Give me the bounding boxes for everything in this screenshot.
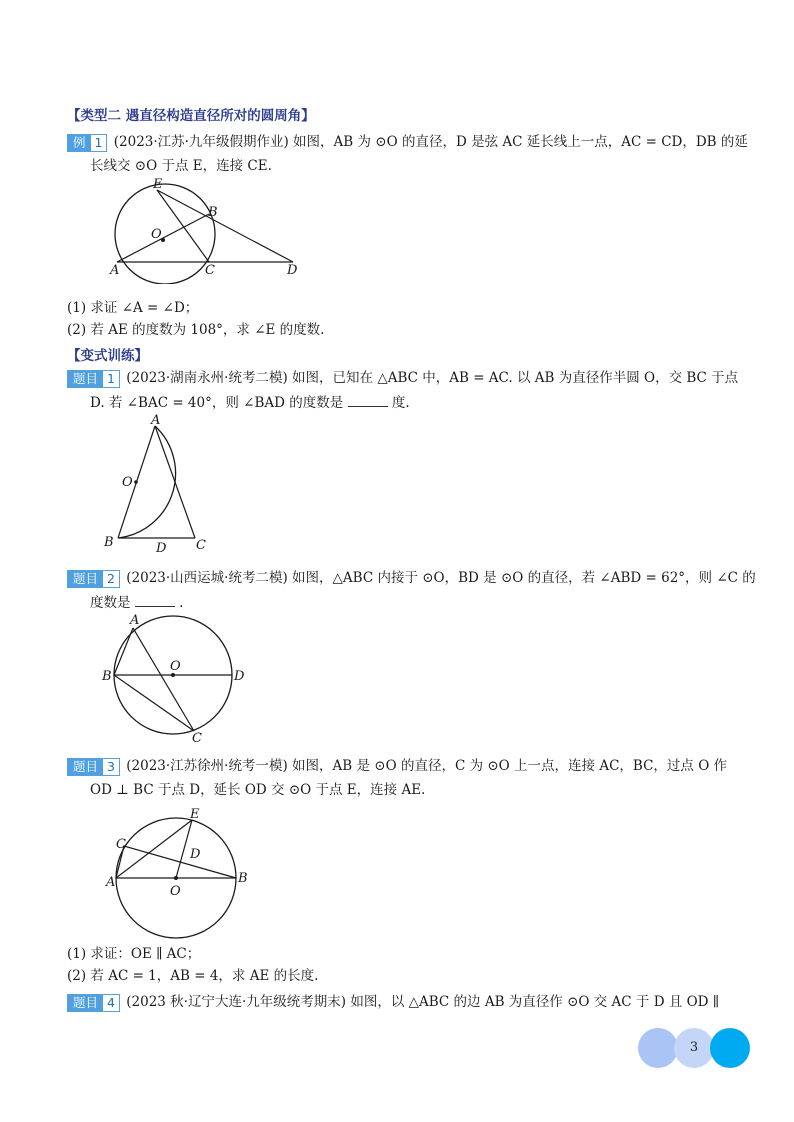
label-o: O [170, 884, 181, 899]
line-ed [157, 190, 293, 262]
example-1-text: (2023·江苏·九年级假期作业) 如图，AB 为 ⊙O 的直径，D 是弦 AC 延长线上一点，AC = CD，DB 的延 [113, 134, 748, 150]
example-1-q1: (1) 求证 ∠A = ∠D； [67, 300, 199, 316]
problem-1-line-2: D. 若 ∠BAC = 40°，则 ∠BAD 的度数是 度. [90, 392, 410, 413]
label-a: A [130, 613, 140, 628]
label-d: D [190, 847, 201, 862]
problem-3-q1: (1) 求证：OE ∥ AC； [67, 946, 201, 962]
problem-1-text: (2023·湖南永州·统考二模) 如图，已知在 △ABC 中，AB = AC. 以 AB 为直径作半圆 O，交 BC 于点 [126, 370, 739, 386]
label-o: O [122, 475, 133, 490]
problem-4-text: (2023 秋·辽宁大连·九年级统考期末) 如图，以 △ABC 的边 AB 为直径作 ⊙O 交 AC 于 D 且 OD ∥ [126, 994, 720, 1010]
problem-1-figure [100, 412, 220, 557]
example-1-figure [105, 172, 315, 284]
side-ac [133, 628, 194, 731]
page-decor-circle [638, 1028, 678, 1068]
label-d: D [287, 263, 298, 278]
problem-3-tag: 题目 3 [67, 758, 120, 776]
label-d: D [156, 541, 167, 556]
problem-1-line-1 [67, 368, 738, 388]
label-o: O [170, 659, 181, 674]
line-ae [116, 820, 192, 878]
label-d: D [234, 669, 245, 684]
problem-3-figure [102, 802, 262, 942]
center-point [134, 480, 138, 484]
side-ac [155, 426, 195, 538]
side-bc [114, 675, 194, 731]
problem-2-text: (2023·山西运城·统考二模) 如图，△ABC 内接于 ⊙O，BD 是 ⊙O 的直径，若 ∠ABD = 62°，则 ∠C 的 [126, 570, 756, 586]
section-heading: 【类型二 遇直径构造直径所对的圆周角】 [67, 108, 315, 124]
answer-blank [135, 592, 175, 607]
page-number-circle [674, 1028, 714, 1068]
problem-4-tag: 题目 4 [67, 994, 120, 1012]
side-ab [114, 628, 133, 675]
label-c: C [116, 837, 126, 852]
example-1-line-2: 长线交 ⊙O 于点 E，连接 CE. [90, 158, 272, 174]
circle-o [115, 184, 215, 284]
example-1-q2: (2) 若 AE 的度数为 108°，求 ∠E 的度数. [67, 322, 325, 338]
example-tag: 例 1 [67, 134, 107, 152]
label-b: B [238, 871, 248, 886]
label-b: B [104, 535, 114, 550]
label-e: E [153, 177, 163, 192]
problem-2-line-1 [67, 568, 756, 588]
label-b: B [208, 205, 218, 220]
problem-4-line-1 [67, 992, 719, 1012]
label-a: A [106, 875, 116, 890]
label-c: C [192, 731, 202, 745]
label-a: A [110, 263, 120, 278]
problem-2-line-2: 度数是 . [90, 592, 183, 613]
center-point [174, 876, 178, 880]
variant-heading: 【变式训练】 [67, 348, 148, 364]
label-c: C [196, 538, 206, 553]
label-c: C [205, 263, 215, 278]
problem-3-text: (2023·江苏徐州·统考一模) 如图，AB 是 ⊙O 的直径，C 为 ⊙O 上一点，连接 AC，BC，过点 O 作 [126, 758, 728, 774]
label-e: E [190, 807, 200, 822]
problem-2-tag: 题目 2 [67, 570, 120, 588]
label-a: A [151, 413, 161, 428]
label-b: B [102, 669, 112, 684]
problem-3-line-1 [67, 756, 727, 776]
page-decor-circle-dark [710, 1028, 750, 1068]
line-ec [157, 190, 209, 262]
problem-1-tag: 题目 1 [67, 370, 120, 388]
problem-2-figure [100, 610, 250, 745]
problem-3-line-2: OD ⊥ BC 于点 D，延长 OD 交 ⊙O 于点 E，连接 AE. [90, 782, 426, 798]
example-1-line-1 [67, 132, 748, 152]
label-o: O [151, 227, 162, 242]
problem-3-q2: (2) 若 AC = 1，AB = 4，求 AE 的长度. [67, 968, 319, 984]
answer-blank [348, 392, 388, 407]
page-number: 3 [689, 1040, 699, 1055]
